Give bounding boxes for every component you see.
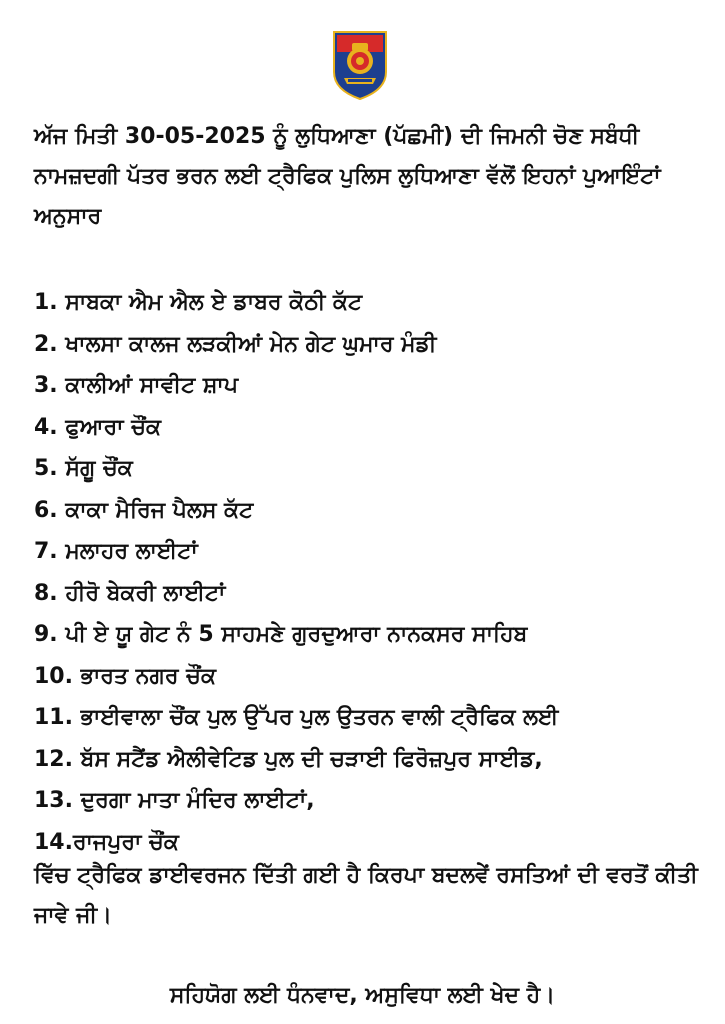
list-item: 8. ਹੀਰੋ ਬੇਕਰੀ ਲਾਈਟਾਂ bbox=[34, 580, 226, 606]
list-item: 1. ਸਾਬਕਾ ਐਮ ਐਲ ਏ ਡਾਬਰ ਕੋਠੀ ਕੱਟ bbox=[34, 290, 363, 315]
diversion-points-list bbox=[34, 282, 704, 863]
notice-closing: ਵਿੱਚ ਟ੍ਰੈਫਿਕ ਡਾਈਵਰਜਨ ਦਿੱਤੀ ਗਈ ਹੈ ਕਿਰਪਾ ਬਦਲਵੇਂ ਰਸਤਿਆਂ ਦੀ ਵਰਤੋਂ ਕੀਤੀ ਜਾਵੇ ਜੀ। bbox=[34, 863, 698, 928]
list-item: 7. ਮਲਾਹਰ ਲਾਈਟਾਂ bbox=[34, 539, 198, 564]
list-item: 5. ਸੱਗੂ ਚੌਂਕ bbox=[34, 456, 133, 481]
list-item: 3. ਕਾਲੀਆਂ ਸਾਵੀਟ ਸ਼ਾਪ bbox=[34, 373, 239, 398]
list-item: 4. ਫੁਆਰਾ ਚੌਂਕ bbox=[34, 414, 162, 440]
notice-intro: ਅੱਜ ਮਿਤੀ 30-05-2025 ਨੂੰ ਲੁਧਿਆਣਾ (ਪੱਛਮੀ) ਦੀ ਜਿਮਨੀ ਚੋਣ ਸਬੰਧੀ ਨਾਮਜ਼ਦਗੀ ਪੱਤਰ ਭਰਨ ਲਈ ਟ੍ਰੈਫਿਕ ਪੁਲਿਸ ਲੁਧਿਆਣਾ ਵੱਲੋਂ ਇਹਨਾਂ ਪੁਆਇੰਟਾਂ ਅਨੁਸਾਰ bbox=[34, 124, 661, 229]
list-item: 11. ਭਾਈਵਾਲਾ ਚੌਂਕ ਪੁਲ ਉੱਪਰ ਪੁਲ ਉਤਰਨ ਵਾਲੀ ਟ੍ਰੈਫਿਕ ਲਈ bbox=[34, 705, 559, 730]
list-item: 2. ਖਾਲਸਾ ਕਾਲਜ ਲੜਕੀਆਂ ਮੇਨ ਗੇਟ ਘੁਮਾਰ ਮੰਡੀ bbox=[34, 331, 437, 357]
list-item: 13. ਦੁਰਗਾ ਮਾਤਾ ਮੰਦਿਰ ਲਾਈਟਾਂ, bbox=[34, 788, 315, 813]
list-item: 9. ਪੀ ਏ ਯੂ ਗੇਟ ਨੰ 5 ਸਾਹਮਣੇ ਗੁਰਦੁਆਰਾ ਨਾਨਕਸਰ ਸਾਹਿਬ bbox=[34, 622, 528, 647]
punjab-police-emblem bbox=[330, 28, 390, 102]
thanks-line: ਸਹਿਯੋਗ ਲਈ ਧੰਨਵਾਦ, ਅਸੁਵਿਧਾ ਲਈ ਖੇਦ ਹੈ। bbox=[169, 983, 556, 1008]
list-item: 10. ਭਾਰਤ ਨਗਰ ਚੌਂਕ bbox=[34, 663, 216, 689]
list-item: 6. ਕਾਕਾ ਮੈਰਿਜ ਪੈਲਸ ਕੱਟ bbox=[34, 497, 254, 523]
list-item: 12. ਬੱਸ ਸਟੈਂਡ ਐਲੀਵੇਟਿਡ ਪੁਲ ਦੀ ਚੜਾਈ ਫਿਰੋਜ਼ਪੁਰ ਸਾਈਡ, bbox=[34, 746, 543, 772]
list-item: 14.ਰਾਜਪੁਰਾ ਚੌਂਕ bbox=[34, 829, 179, 855]
